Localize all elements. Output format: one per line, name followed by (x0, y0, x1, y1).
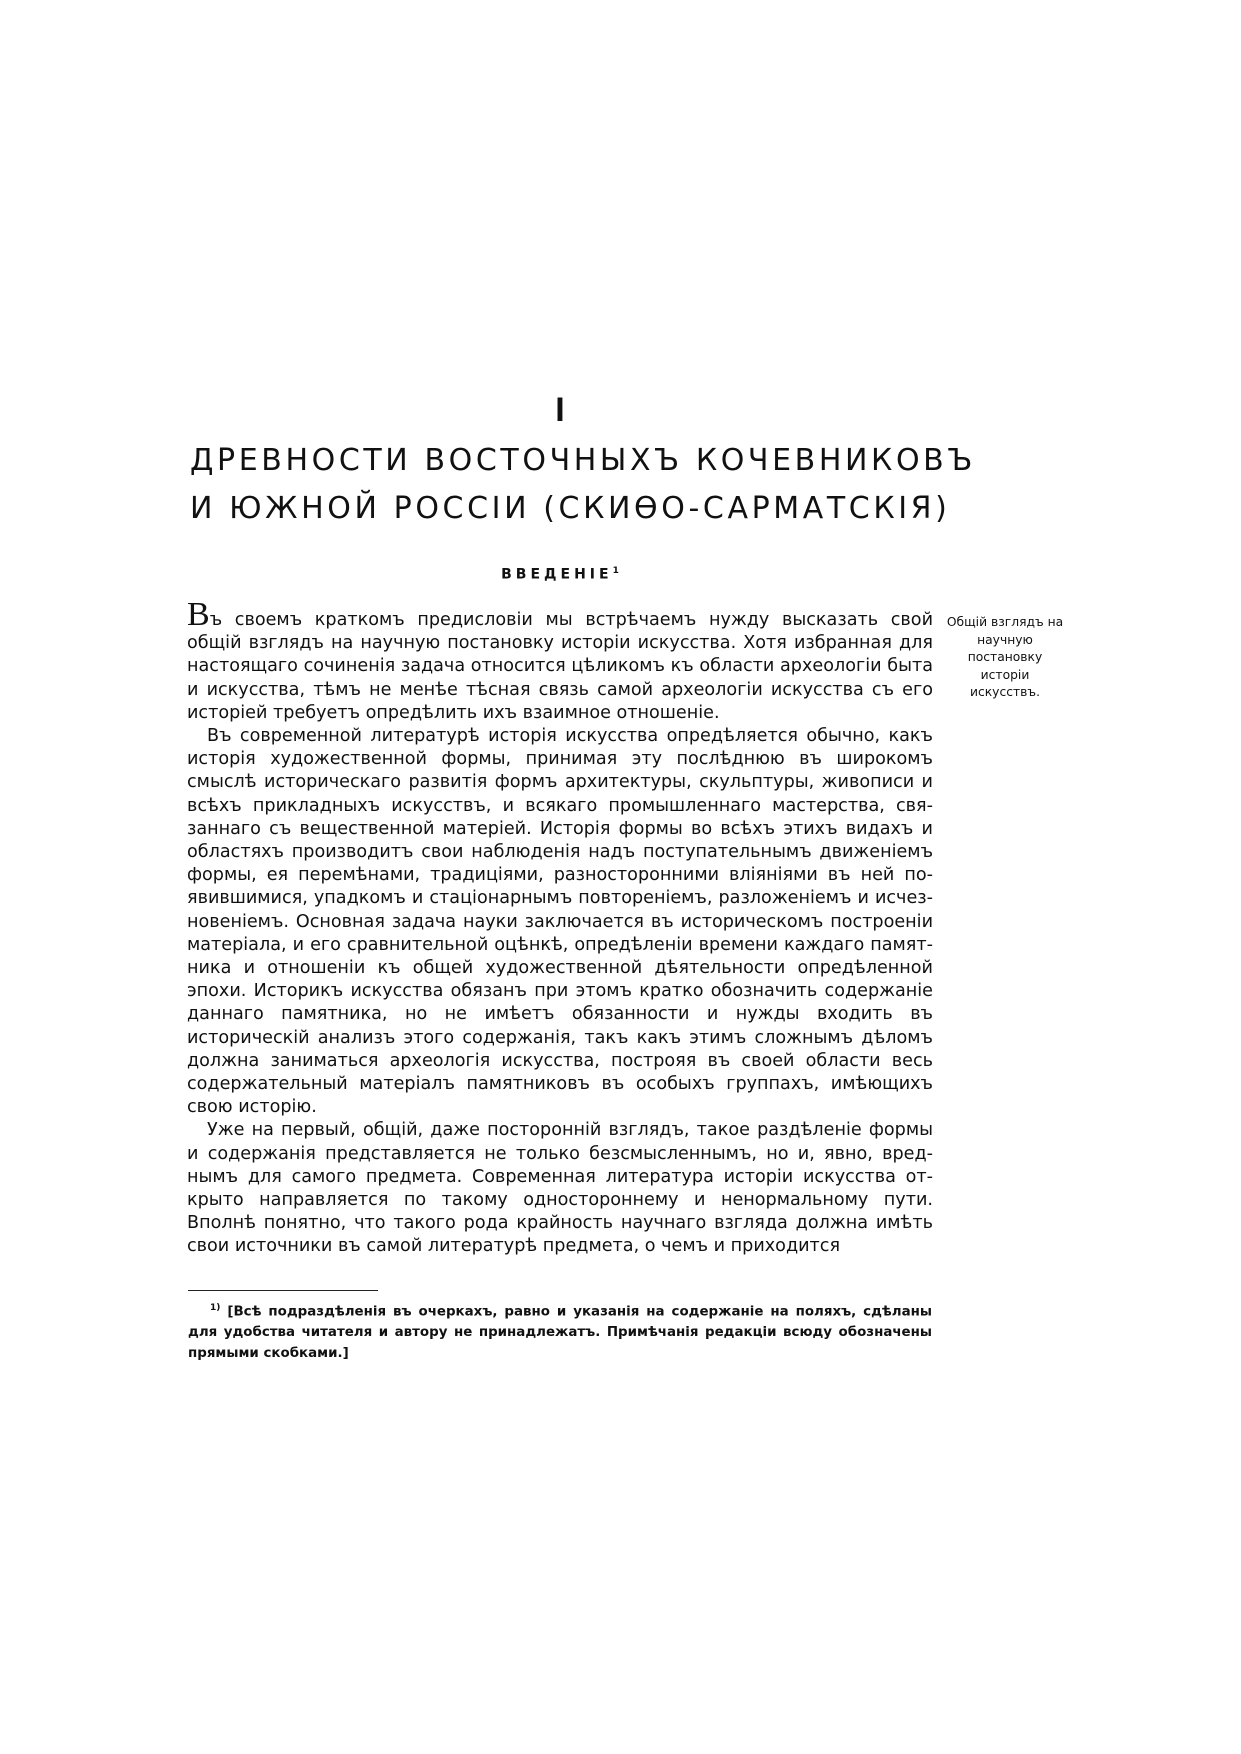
paragraph-2: Въ современной литературѣ исторія искусства опредѣляется обычно, какъ исторія художественной формы, принимая эту послѣднюю въ широкомъ смыслѣ историческаго развитія формъ архитектуры, скульптуры, живописи и всѣхъ прикладныхъ искусствъ, и всякаго промышленнаго мастерства, связаннаго съ вещественной матеріей. Исторія формы во всѣхъ этихъ видахъ и областяхъ производитъ свои наблюденія надъ поступательнымъ движеніемъ формы, ея перемѣнами, традиціями, разносторонними вліяніями въ ней появившимися, упадкомъ и стаціонарнымъ повтореніемъ, разложеніемъ и исчезновеніемъ. Основная задача науки заключается въ историческомъ построеніи матеріала, и его сравнительной оцѣнкѣ, опредѣленіи времени каждаго памятника и отношеніи къ общей художественной дѣятельности опредѣленной эпохи. Историкъ искусства обязанъ при этомъ кратко обозначить содержаніе даннаго памятника, но не имѣетъ обязанности и нужды входить въ историческій анализъ этого содержанія, такъ какъ этимъ сложнымъ дѣломъ должна заниматься археологія искусства, построяя въ своей области весь содержательный матеріалъ памятниковъ въ особыхъ группахъ, имѣющихъ свою исторію. (187, 726, 933, 1118)
body-text (187, 596, 933, 1259)
paragraph-1-text: ъ своемъ краткомъ предисловіи мы встрѣчаемъ нужду высказать свой общій взглядъ на научную постановку исторіи искусства. Хотя избранная для настоящаго сочиненія задача относится цѣликомъ къ области археологіи быта и искусства, тѣмъ не менѣе тѣсная связь самой археологіи искусства съ его исторіей требуетъ опредѣлить ихъ взаимное отношеніе. (187, 610, 933, 723)
chapter-title-line-1: ДРЕВНОСТИ ВОСТОЧНЫХЪ КОЧЕВНИКОВЪ (190, 443, 976, 478)
paragraph-3: Уже на первый, общій, даже посторонній взглядъ, такое раздѣленіе формы и содержанія представляется не только безсмысленнымъ, но и, явно, вреднымъ для самого предмета. Современная литература исторіи искусства открыто направляется по такому одностороннему и ненормальному пути. Вполнѣ понятно, что такого рода крайность научнаго взгляда должна имѣть свои источники въ самой литературѣ предмета, о чемъ и приходится (187, 1120, 933, 1257)
footnote-divider (188, 1290, 378, 1291)
paragraph-1 (187, 596, 933, 725)
footnote-reference: 1 (612, 566, 619, 576)
section-heading-text: ВВЕДЕНІЕ (501, 566, 613, 583)
margin-note: Общій взглядъ на научную постановку исторіи искусствъ. (946, 615, 1064, 699)
section-heading (190, 567, 930, 582)
footnote-mark: 1) (210, 1303, 221, 1313)
chapter-number: I (555, 391, 565, 429)
drop-cap: В (187, 596, 210, 633)
chapter-title-line-2: И ЮЖНОЙ РОССІИ (СКИѲО-САРМАТСКІЯ) (190, 491, 951, 526)
footnote (188, 1298, 932, 1364)
footnote-text: [Всѣ подраздѣленія въ очеркахъ, равно и указанія на содержаніе на поляхъ, сдѣланы для удобства читателя и автору не принадлежатъ. Примѣчанія редакціи всюду обозначены прямыми скобками.] (188, 1304, 932, 1362)
